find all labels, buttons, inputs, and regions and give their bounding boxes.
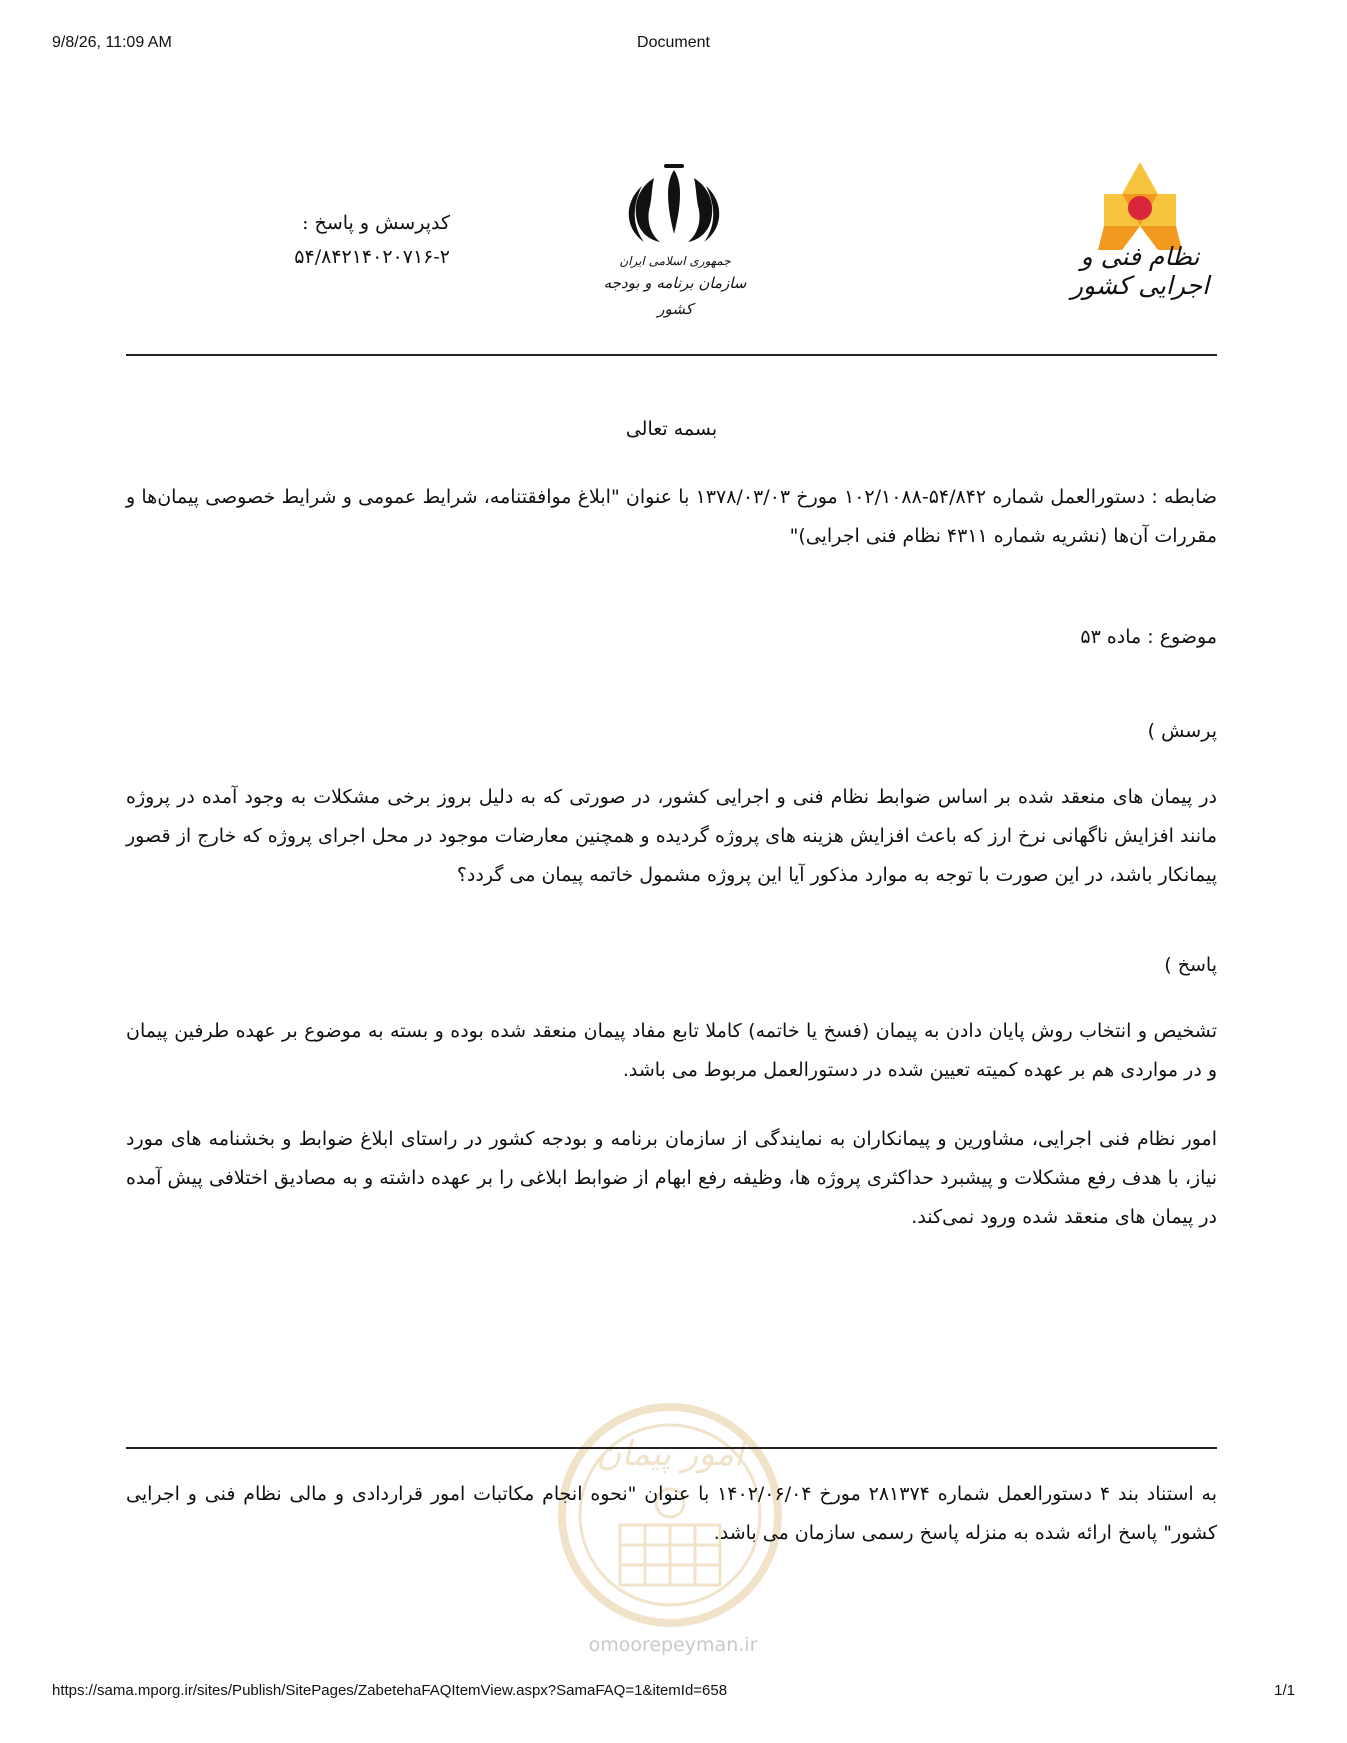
answer-heading: پاسخ ) bbox=[1164, 954, 1217, 976]
print-datetime: 9/8/26, 11:09 AM bbox=[52, 34, 172, 51]
subject-line: موضوع : ماده ۵۳ bbox=[1080, 626, 1217, 648]
letterhead bbox=[0, 150, 1347, 320]
print-document-title: Document bbox=[637, 34, 710, 51]
emblem-caption bbox=[600, 252, 750, 322]
answer-paragraph-1: تشخیص و انتخاب روش پایان دادن به پیمان (فسخ یا خاتمه) کاملا تابع مفاد پیمان منعقد شده بوده و بسته به موضوع بر عهده طرفین پیمان و در مواردی هم بر عهده کمیته تعیین شده در دستورالعمل مربوط می باشد. bbox=[126, 1020, 1217, 1081]
page-url: https://sama.mporg.ir/sites/Publish/SitePages/ZabetehaFAQItemView.aspx?SamaFAQ=1&itemId=658 bbox=[52, 1682, 728, 1699]
watermark-emblem-text: امور پیمان bbox=[596, 1434, 744, 1474]
footnote-text: به استناد بند ۴ دستورالعمل شماره ۲۸۱۳۷۴ مورخ ۱۴۰۲/۰۶/۰۴ با عنوان "نحوه انجام مکاتبات امور قراردادی و مالی نظام فنی و اجرایی کشور" پاسخ ارائه شده به منزله پاسخ رسمی سازمان می باشد. bbox=[126, 1483, 1217, 1544]
watermark-url: omoorepeyman.ir bbox=[588, 1634, 758, 1656]
inquiry-code-block bbox=[250, 206, 450, 274]
answer-paragraph-2: امور نظام فنی اجرایی، مشاورین و پیمانکاران به نمایندگی از سازمان برنامه و بودجه کشور در راستای ابلاغ ضوابط و بخشنامه های مورد نیاز، با هدف رفع مشکلات و پیشبرد حداکثری پروژه ها، وظیفه رفع ابهام از ضوابط ابلاغی را بر عهده داشته و به مصادیق اختلافی پیش آمده در پیمان های منعقد شده ورود نمی‌کند. bbox=[126, 1128, 1217, 1228]
emblem-caption-organization: سازمان برنامه و بودجه کشور bbox=[603, 274, 747, 318]
print-header bbox=[0, 34, 1347, 56]
header-divider bbox=[126, 354, 1217, 356]
emblem-caption-country: جمهوری اسلامی ایران bbox=[619, 254, 731, 268]
inquiry-code-label: کدپرسش و پاسخ : bbox=[302, 212, 450, 234]
salutation: بسمه تعالی bbox=[625, 418, 718, 440]
inquiry-code-value: ۵۴/۸۴۲۱۴۰۲۰۷۱۶-۲ bbox=[294, 246, 450, 268]
footer-divider bbox=[126, 1447, 1217, 1449]
page-number: 1/1 bbox=[1274, 1682, 1295, 1699]
question-text: در پیمان های منعقد شده بر اساس ضوابط نظام فنی و اجرایی کشور، در صورتی که به دلیل بروز برخی مشکلات به وجود آمده در پروژه مانند افزایش ناگهانی نرخ ارز که باعث افزایش هزینه های پروژه گردیده و همچنین معارضات موجود در محل اجرای پروژه که خارج از قصور پیمانکار باشد، در این صورت با توجه به موارد مذکور آیا این پروژه مشمول خاتمه پیمان می گردد؟ bbox=[126, 786, 1217, 886]
question-heading: پرسش ) bbox=[1147, 720, 1217, 742]
print-footer bbox=[0, 1682, 1347, 1704]
regulation-reference: ضابطه : دستورالعمل شماره ۵۴/۸۴۲-۱۰۲/۱۰۸۸ مورخ ۱۳۷۸/۰۳/۰۳ با عنوان "ابلاغ موافقتنامه، شرایط عمومی و شرایط خصوصی پیمان‌ها و مقررات آن‌ها (نشریه شماره ۴۳۱۱ نظام فنی اجرایی)" bbox=[126, 486, 1218, 547]
organization-name: نظام فنی و اجرایی کشور bbox=[1070, 242, 1210, 300]
